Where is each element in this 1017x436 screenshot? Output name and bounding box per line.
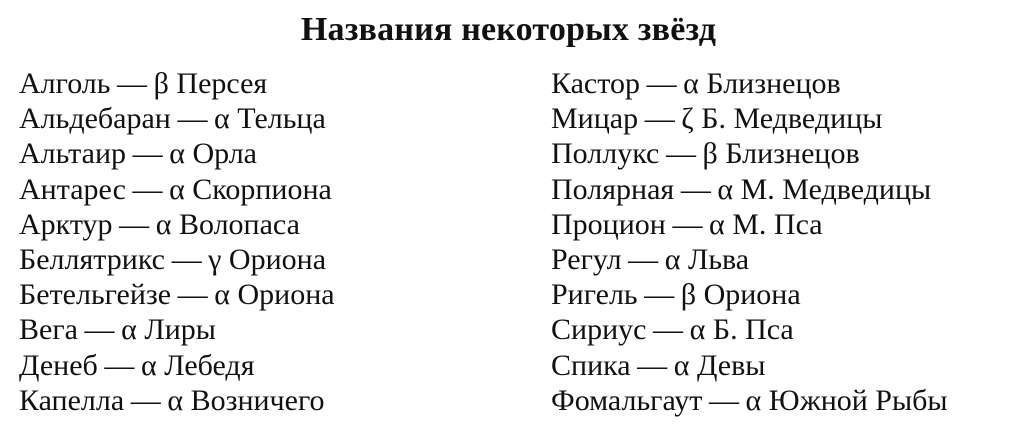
separator: — (119, 207, 150, 241)
star-name: Бетельгейзе (19, 278, 172, 312)
separator: — (132, 172, 163, 206)
star-name: Альдебаран (19, 102, 171, 136)
constellation-name: Лиры (144, 313, 216, 347)
star-name: Полярная (551, 172, 675, 206)
greek-letter: α (709, 207, 725, 241)
star-entry (19, 101, 335, 136)
greek-letter: β (153, 67, 169, 100)
star-name: Регул (551, 242, 622, 276)
star-entry (19, 172, 335, 207)
star-entry (19, 312, 335, 347)
star-entry (19, 277, 335, 312)
constellation-name: Б. Медведицы (701, 102, 883, 136)
star-name: Денеб (19, 348, 98, 382)
star-entry (551, 312, 948, 347)
star-entry (551, 242, 948, 277)
star-name: Спика (551, 348, 631, 382)
constellation-name: Льва (687, 242, 750, 276)
greek-letter: α (673, 348, 690, 382)
star-entry (19, 136, 335, 171)
greek-letter: α (121, 313, 137, 347)
star-entry (551, 136, 948, 171)
separator: — (628, 242, 659, 276)
star-name: Вега (19, 313, 78, 347)
page-title: Названия некоторых звёзд (300, 11, 717, 48)
star-entry (551, 383, 948, 418)
greek-letter: α (717, 172, 734, 206)
constellation-name: Тельца (237, 102, 326, 136)
greek-letter: α (664, 242, 681, 276)
separator: — (177, 278, 208, 312)
separator: — (177, 102, 208, 136)
star-name: Поллукс (551, 137, 660, 171)
separator: — (644, 102, 675, 136)
separator: — (130, 383, 161, 417)
constellation-name: Девы (696, 348, 766, 382)
greek-letter: α (683, 67, 699, 100)
star-entry (551, 207, 948, 242)
star-name: Альтаир (19, 137, 127, 171)
greek-letter: α (169, 137, 185, 171)
separator: — (84, 313, 115, 347)
constellation-name: М. Пса (732, 207, 823, 241)
separator: — (653, 313, 684, 347)
star-name: Процион (551, 207, 666, 241)
greek-letter: α (214, 278, 230, 312)
greek-letter: α (169, 172, 185, 206)
star-entry (551, 348, 948, 383)
constellation-name: Скорпиона (192, 172, 332, 206)
star-entry (19, 383, 335, 418)
separator: — (171, 242, 202, 276)
separator: — (672, 207, 703, 241)
separator: — (132, 137, 163, 171)
constellation-name: Персея (176, 67, 268, 100)
star-entry (551, 277, 948, 312)
star-name: Сириус (551, 313, 647, 347)
star-name: Ригель (551, 278, 638, 312)
star-name: Капелла (19, 383, 125, 417)
greek-letter: α (167, 383, 184, 417)
greek-letter: α (745, 383, 762, 417)
star-list-right (551, 66, 948, 418)
star-name: Алголь (19, 67, 111, 100)
star-entry (19, 242, 335, 277)
star-list-left (19, 66, 335, 418)
greek-letter: β (702, 137, 718, 171)
separator: — (117, 67, 148, 100)
constellation-name: Лебедя (164, 348, 255, 382)
constellation-name: Возничего (190, 383, 325, 417)
greek-letter: α (689, 313, 706, 347)
star-name: Мицар (551, 102, 639, 136)
star-name: Фомальгаут (551, 383, 703, 417)
constellation-name: Близнецов (725, 137, 860, 171)
separator: — (646, 67, 677, 100)
star-entry (551, 172, 948, 207)
constellation-name: Ориона (237, 278, 335, 312)
separator: — (637, 348, 668, 382)
separator: — (644, 278, 675, 312)
separator: — (680, 172, 711, 206)
constellation-name: Волопаса (178, 207, 300, 241)
separator: — (665, 137, 696, 171)
constellation-name: Б. Пса (712, 313, 794, 347)
greek-letter: γ (208, 242, 222, 276)
constellation-name: М. Медведицы (740, 172, 932, 206)
star-entry (19, 348, 335, 383)
star-name: Кастор (551, 67, 640, 100)
constellation-name: Ориона (703, 278, 801, 312)
constellation-name: Южной Рыбы (768, 383, 948, 417)
constellation-name: Ориона (228, 242, 327, 276)
star-name: Арктур (19, 207, 113, 241)
star-entry (551, 66, 948, 101)
constellation-name: Орла (192, 137, 257, 171)
greek-letter: α (140, 348, 157, 382)
star-name: Антарес (19, 172, 126, 206)
star-name: Беллятрикс (19, 242, 165, 276)
constellation-name: Близнецов (706, 67, 841, 100)
greek-letter: ζ (681, 102, 694, 136)
separator: — (708, 383, 739, 417)
star-entry (19, 66, 335, 101)
greek-letter: α (155, 207, 172, 241)
greek-letter: α (214, 102, 230, 136)
star-entry (551, 101, 948, 136)
star-entry (19, 207, 335, 242)
greek-letter: β (680, 278, 697, 312)
separator: — (104, 348, 135, 382)
